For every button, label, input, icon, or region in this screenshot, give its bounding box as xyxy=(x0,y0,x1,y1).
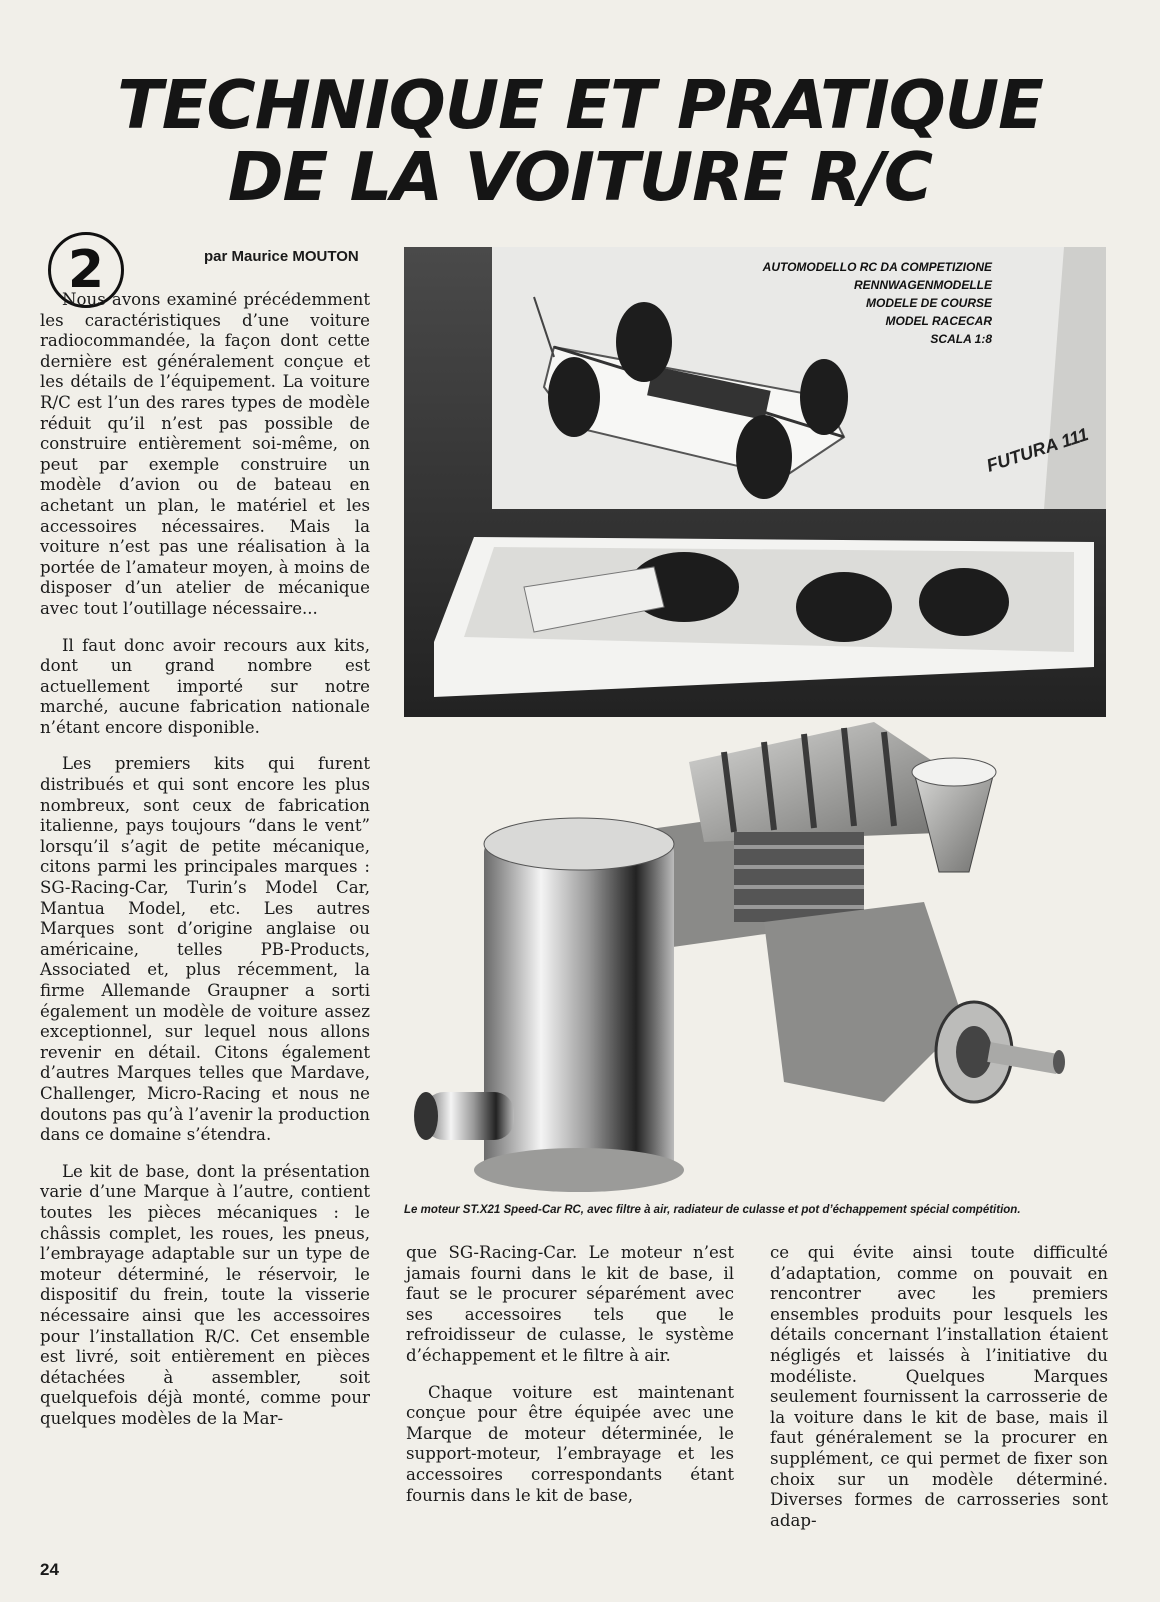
article-title-line-2: DE LA VOITURE R/C xyxy=(227,138,933,216)
page-number: 24 xyxy=(40,1560,59,1579)
kit-box-illustration xyxy=(404,247,1106,717)
box-text-line: RENNWAGENMODELLE xyxy=(854,278,992,292)
article-title-line-1: TECHNIQUE ET PRATIQUE xyxy=(117,66,1043,144)
paragraph: que SG-Racing-Car. Le moteur n’est jamais fourni dans le kit de base, il faut se le procurer séparément avec ses accessoires tels que le refroidisseur de culasse, le système d’échappement et le filtre à air. xyxy=(406,1243,734,1365)
box-text-line: AUTOMODELLO RC DA COMPETIZIONE xyxy=(762,260,992,274)
kit-box-photo xyxy=(404,247,1106,717)
paragraph: ce qui évite ainsi toute difficulté d’adaptation, comme on pouvait en rencontrer avec les premiers ensembles produits pour lesquels les détails concernant l’installation étaient négligés et laissés à l’initiative du modéliste. Quelques Marques seulement fournissent la carrosserie de la voiture dans le kit de base, mais il faut généralement se la procurer en supplément, ce qui permet de fixer son choix sur un modèle déterminé. Diverses formes de carrosseries sont adap- xyxy=(770,1243,1108,1530)
paragraph: Chaque voiture est maintenant conçue pour être équipée avec une Marque de moteur déterminée, le support-moteur, l’embrayage et les accessoires correspondants étant fournis dans le kit de base, xyxy=(406,1382,734,1505)
text-column-2 xyxy=(406,1243,734,1522)
paragraph: Nous avons examiné précédemment les caractéristiques d’une voiture radiocommandée, la façon dont cette dernière est généralement conçue et les détails de l’équipement. La voiture R/C est l’un des rares types de modèle réduit qu’il n’est pas possible de construire entièrement soi-même, on peut par exemple construire un modèle d’avion ou de bateau en achetant un plan, le matériel et les accessoires nécessaires. Mais la voiture n’est pas une réalisation à la portée de l’amateur moyen, à moins de disposer d’un atelier de mécanique avec tout l’outillage nécessaire... xyxy=(40,290,370,618)
engine-photo xyxy=(404,722,1106,1198)
issue-number-badge: 2 xyxy=(48,232,124,308)
paragraph: Il faut donc avoir recours aux kits, dont un grand nombre est actuellement importé sur notre marché, aucune fabrication nationale n’étant encore disponible. xyxy=(40,635,370,737)
paragraph: Les premiers kits qui furent distribués et qui sont encore les plus nombreux, sont ceux de fabrication italienne, pays toujours “dans le vent” lorsqu’il s’agit de petite mécanique, citons parmi les principales marques : SG-Racing-Car, Turin’s Model Car, Mantua Model, etc. Les autres Marques sont d’origine anglaise ou américaine, telles PB-Products, Associated et, plus récemment, la firme Allemande Graupner a sorti également un modèle de voiture assez exceptionnel, sur lequel nous allons revenir en détail. Citons également d’autres Marques telles que Mardave, Challenger, Micro-Racing et nous ne doutons pas qu’à l’avenir la production dans ce domaine s’étendra. xyxy=(40,754,370,1145)
byline: par Maurice MOUTON xyxy=(204,248,359,265)
text-column-1 xyxy=(40,290,370,1445)
photo-2-caption: Le moteur ST.X21 Speed-Car RC, avec filtre à air, radiateur de culasse et pot d’échappement spécial compétition. xyxy=(404,1204,1021,1216)
box-text-line: MODEL RACECAR xyxy=(885,314,992,328)
text-column-3 xyxy=(770,1243,1108,1547)
box-text-line: MODELE DE COURSE xyxy=(865,296,992,310)
box-text-line: SCALA 1:8 xyxy=(930,332,992,346)
engine-illustration xyxy=(404,722,1106,1198)
model-name-logo: FUTURA 111 xyxy=(984,424,1091,476)
paragraph: Le kit de base, dont la présentation varie d’une Marque à l’autre, contient toutes les pièces mécaniques : le châssis complet, les roues, les pneus, l’embrayage adaptable sur un type de moteur déterminé, le réservoir, le dispositif du frein, toute la visserie nécessaire ainsi que les accessoires pour l’installation R/C. Cet ensemble est livré, soit entièrement en pièces détachées à assembler, soit quelquefois déjà monté, comme pour quelques modèles de la Mar- xyxy=(40,1161,370,1428)
